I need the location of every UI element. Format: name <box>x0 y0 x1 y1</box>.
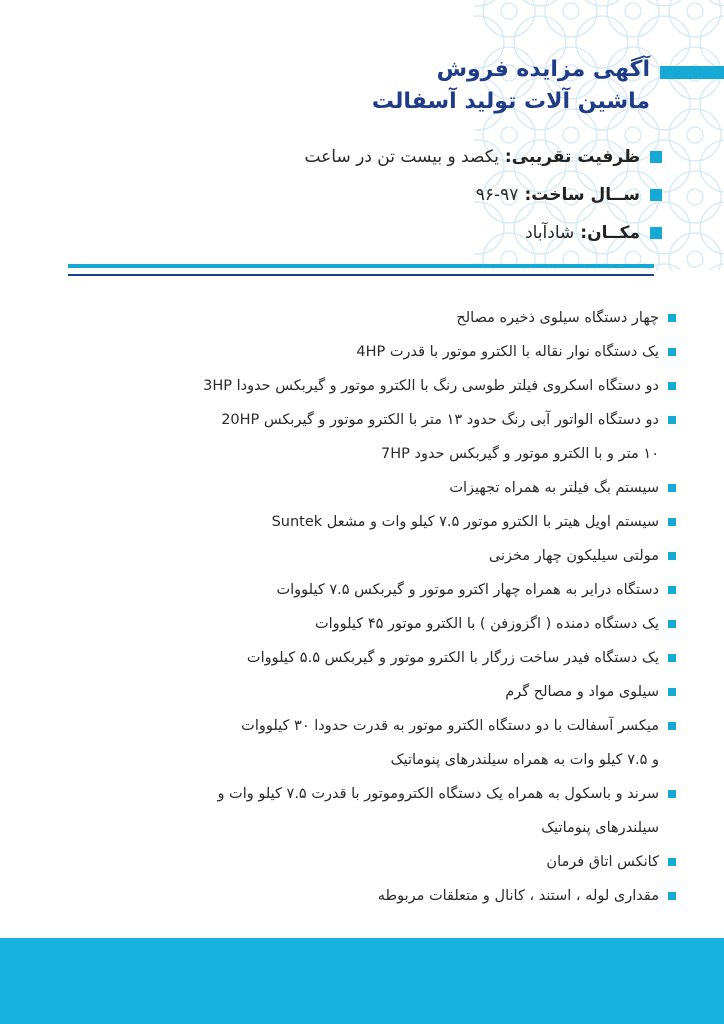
list-item-text: سیلوی مواد و مصالح گرم <box>505 684 659 700</box>
list-item-text: مولتی سیلیکون چهار مخزنی <box>488 548 659 564</box>
square-bullet-icon <box>668 382 676 390</box>
list-item <box>36 607 676 641</box>
title-accent-bar <box>660 66 724 79</box>
square-bullet-icon <box>650 227 662 239</box>
square-bullet-icon <box>668 858 676 866</box>
square-bullet-icon <box>668 654 676 662</box>
spec-value: ۹۶-۹۷ <box>475 185 519 205</box>
square-bullet-icon <box>668 314 676 322</box>
spec-list <box>62 138 662 252</box>
list-item-text: میکسر آسفالت با دو دستگاه الکترو موتور به قدرت حدودا ۳۰ کیلووات <box>241 718 659 734</box>
list-item-text: سیلندرهای پنوماتیک <box>541 820 659 836</box>
list-item <box>36 845 676 879</box>
square-bullet-icon <box>668 620 676 628</box>
square-bullet-icon <box>668 790 676 798</box>
spec-value: شادآباد <box>525 223 575 243</box>
list-item-text: سیستم اویل هیتر با الکترو موتور ۷.۵ کیلو وات و مشعل Suntek <box>271 514 659 530</box>
square-bullet-icon <box>668 688 676 696</box>
square-bullet-icon <box>650 151 662 163</box>
list-item <box>36 301 676 335</box>
square-bullet-icon <box>668 552 676 560</box>
list-item <box>36 369 676 403</box>
list-item-text: مقداری لوله ، استند ، کانال و متعلقات مربوطه <box>377 888 659 904</box>
list-item <box>36 879 676 913</box>
list-item <box>36 777 676 845</box>
square-bullet-icon <box>668 484 676 492</box>
square-bullet-icon <box>668 586 676 594</box>
square-bullet-icon <box>668 416 676 424</box>
spec-value: یکصد و بیست تن در ساعت <box>304 147 499 167</box>
list-item-text: دو دستگاه الواتور آبی رنگ حدود ۱۳ متر با الکترو موتور و گیربکس 20HP <box>221 412 659 428</box>
spec-year <box>62 176 662 214</box>
square-bullet-icon <box>668 518 676 526</box>
list-item-text: یک دستگاه نوار نقاله با الکترو موتور با قدرت 4HP <box>356 344 659 360</box>
list-item-text: ۱۰ متر و با الکترو موتور و گیربکس حدود 7HP <box>381 446 659 462</box>
square-bullet-icon <box>650 189 662 201</box>
spec-location <box>62 214 662 252</box>
list-item-text: دو دستگاه اسکروی فیلتر طوسی رنگ با الکترو موتور و گیربکس حدودا 3HP <box>203 378 659 394</box>
spec-capacity <box>62 138 662 176</box>
spec-label: ظرفیت تقریبی: <box>504 147 640 167</box>
spec-label: ســال ساخت: <box>524 185 640 205</box>
list-item <box>36 403 676 471</box>
list-item-text: کانکس اتاق فرمان <box>546 854 659 870</box>
list-item-text: چهار دستگاه سیلوی ذخیره مصالح <box>456 310 659 326</box>
list-item <box>36 641 676 675</box>
list-item-text: دستگاه درایر به همراه چهار اکترو موتور و گیربکس ۷.۵ کیلووات <box>276 582 659 598</box>
list-item <box>36 471 676 505</box>
list-item-text: سرند و باسکول به همراه یک دستگاه الکتروموتور با قدرت ۷.۵ کیلو وات و <box>217 786 659 802</box>
list-item <box>36 539 676 573</box>
page-title <box>50 54 650 118</box>
list-item <box>36 709 676 777</box>
divider-navy <box>68 274 654 276</box>
list-item-text: یک دستگاه دمنده ( اگزوزفن ) با الکترو موتور ۴۵ کیلووات <box>314 616 659 632</box>
square-bullet-icon <box>668 722 676 730</box>
title-line-1: آگهی مزایده فروش <box>436 57 650 82</box>
title-line-2: ماشین آلات تولید آسفالت <box>371 89 650 114</box>
spec-label: مکــان: <box>580 223 640 243</box>
list-item <box>36 505 676 539</box>
list-item-text: یک دستگاه فیدر ساخت زرگار با الکترو موتور و گیربکس ۵.۵ کیلووات <box>246 650 659 666</box>
square-bullet-icon <box>668 892 676 900</box>
square-bullet-icon <box>668 348 676 356</box>
footer-band <box>0 938 724 1024</box>
list-item <box>36 335 676 369</box>
list-item <box>36 573 676 607</box>
list-item <box>36 675 676 709</box>
list-item-text: سیستم بگ فیلتر به همراه تجهیزات <box>449 480 659 496</box>
divider-accent <box>68 264 654 268</box>
list-item-text: و ۷.۵ کیلو وات به همراه سیلندرهای پنوماتیک <box>390 752 659 768</box>
equipment-list <box>36 301 676 913</box>
